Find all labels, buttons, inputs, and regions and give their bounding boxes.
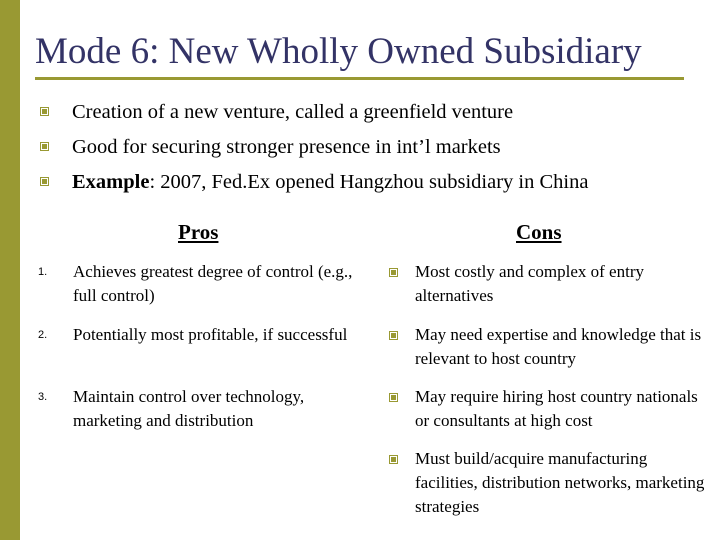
pros-item-text: Potentially most profitable, if successful (73, 325, 348, 344)
left-accent-bar (0, 0, 20, 540)
pros-heading: Pros (178, 220, 219, 244)
square-bullet-icon (389, 331, 398, 340)
pros-item-text: Maintain control over technology, marketing and distribution (73, 387, 305, 430)
title-underline-rule (35, 77, 684, 80)
pros-item-number: 3. (38, 391, 48, 403)
cons-item-text: May need expertise and knowledge that is relevant to host country (415, 325, 702, 368)
bullet-text (72, 168, 588, 196)
bullet-lead-bold: Example (72, 171, 150, 193)
bullet-rest: : 2007, Fed.Ex opened Hangzhou subsidiary in China (149, 171, 589, 193)
cons-item-text: Most costly and complex of entry alternatives (415, 262, 644, 305)
square-bullet-icon (40, 177, 49, 186)
slide-title: Mode 6: New Wholly Owned Subsidiary (35, 31, 642, 72)
square-bullet-icon (40, 107, 49, 116)
bullet-text: Good for securing stronger presence in int’l markets (72, 136, 501, 158)
square-bullet-icon (389, 268, 398, 277)
square-bullet-icon (389, 393, 398, 402)
bullet-text: Creation of a new venture, called a greenfield venture (72, 101, 514, 123)
pros-item-number: 2. (38, 329, 48, 341)
square-bullet-icon (40, 142, 49, 151)
cons-heading: Cons (516, 220, 562, 244)
cons-item-text: Must build/acquire manufacturing facilities, distribution networks, marketing strategies (415, 449, 705, 516)
square-bullet-icon (389, 455, 398, 464)
pros-item-number: 1. (38, 266, 48, 278)
pros-item-text: Achieves greatest degree of control (e.g., full control) (73, 262, 353, 305)
cons-item-text: May require hiring host country nationals or consultants at high cost (415, 387, 698, 430)
